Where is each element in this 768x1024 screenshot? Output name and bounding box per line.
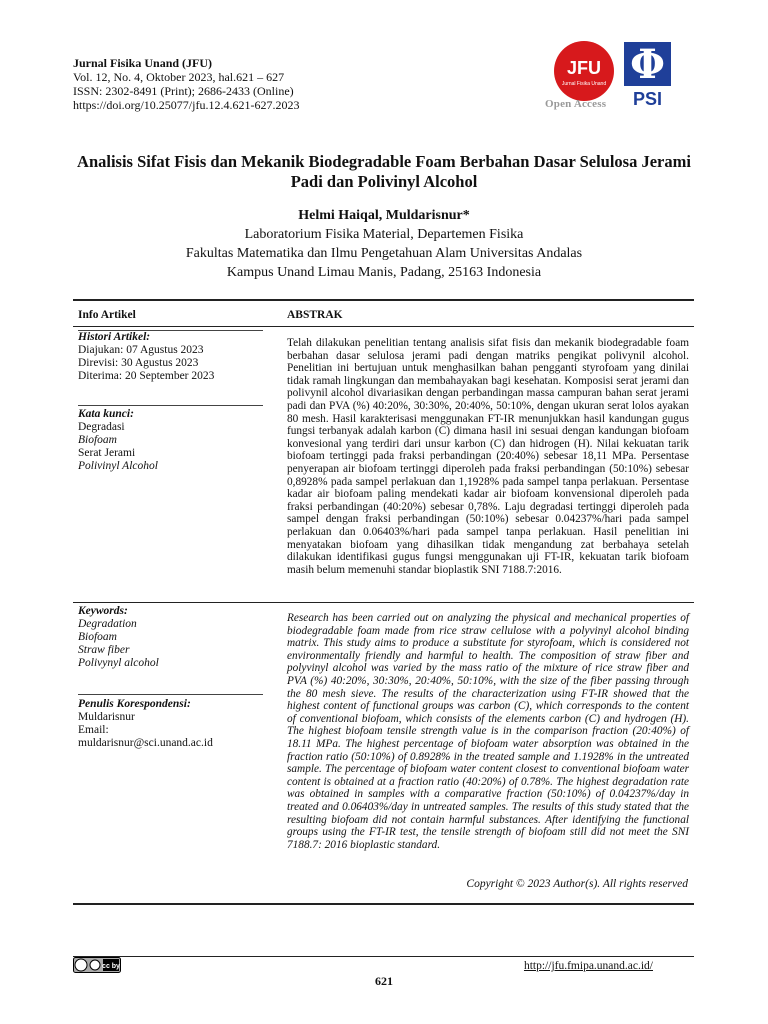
article-history (78, 331, 263, 383)
psi-phi-symbol: Φ (630, 42, 665, 88)
history-received: Diajukan: 07 Agustus 2023 (78, 344, 204, 356)
history-separator (78, 330, 263, 331)
journal-header (73, 56, 299, 112)
middle-rule (73, 602, 694, 603)
abstrak-indonesian: Telah dilakukan penelitian tentang analisis sifat fisis dan mekanik biodegradable foam berbahan dasar selulosa jerami padi dengan matriks pengikat polivynil alcohol. Penelitian ini bertujuan untuk menghasilkan bahan pengganti styrofoam yang dinilai tidak ramah lingkungan dan membahayakan bagi kesehatan. Komposisi serat jerami dan polivynil alcohol divariasikan dengan perbandingan massa campuran bahan serat jerami padi dan PVA (%) 40:20%, 30:30%, 20:40%, 50:10%, dengan ukuran serat lolos ayakan 80 mesh. Hasil karakterisasi menggunakan FT-IR menunjukkan hasil kandungan gugus fungsi terbanyak adalah karbon (C) dimana hasil ini sesuai dengan kandungan biofoam konvesional yang terdiri dari unsur karbon (C) dan hidrogen (H). Nilai kekuatan tarik biofoam tertinggi pada fraksi perbandingan (20:40%) sebesar 18,11 MPa. Persentase penyerapan air biofoam tertinggi diperoleh pada fraksi perbandingan (50:10%) sebesar 0,8928% pada sampel perlakuan dan 1,1928% pada sampel tanpa perlakuan. Persentase kadar air biofoam paling mendekati kadar air biofoam konvensional diperoleh pada fraksi perbandingan (40:20%) sebesar 0,78%. Laju degradasi tertinggi diperoleh pada sampel dengan fraksi perbandingan (50:10%) sebesar 0.04237%/hari pada sampel perlakuan dan 0.06403%/hari pada sampel tanpa perlakuan. Hasil penelitian ini menyatakan biofoam yang dihasilkan tidak mengandung zat berbahaya setelah dilakukan identifikasi gugus fungsi menggunakan uji FT-IR, kekuatan tarik biofoam masih belum memenuhi standar bioplastik SNI 7188.7:2016. (287, 337, 689, 576)
copyright-notice: Copyright © 2023 Author(s). All rights reserved (466, 878, 688, 890)
affiliation-line: Kampus Unand Limau Manis, Padang, 25163 Indonesia (226, 265, 542, 280)
affiliation-line: Laboratorium Fisika Material, Departemen Fisika (244, 227, 524, 242)
affiliation-line: Fakultas Matematika dan Ilmu Pengetahuan Alam Universitas Andalas (185, 246, 583, 261)
keyword-item: Biofoam (78, 631, 117, 643)
heading-rule (73, 326, 694, 327)
journal-url-link[interactable]: http://jfu.fmipa.unand.ac.id/ (523, 960, 653, 972)
paper-title: Analisis Sifat Fisis dan Mekanik Biodegradable Foam Berbahan Dasar Selulosa Jerami Padi dan Polivinyl Alcohol (77, 152, 691, 191)
author-block (60, 206, 708, 282)
psi-logo (624, 42, 671, 108)
keyword-item: Degradation (78, 618, 137, 630)
correspondence-heading: Penulis Korespondensi: (78, 698, 191, 710)
keyword-item: Polivynyl alcohol (78, 657, 159, 669)
correspondence-name: Muldarisnur (78, 711, 135, 723)
history-accepted: Diterima: 20 September 2023 (78, 370, 215, 382)
kata-kunci-block (78, 408, 263, 473)
keyword-item: Straw fiber (78, 644, 130, 656)
history-heading: Histori Artikel: (78, 331, 151, 343)
journal-name: Jurnal Fisika Unand (JFU) (73, 56, 213, 70)
jfu-logo (553, 40, 615, 102)
abstrak-heading: ABSTRAK (287, 309, 343, 321)
jfu-logo-text: JFU (566, 58, 602, 78)
correspondence-separator (78, 694, 263, 695)
open-access-label: Open Access (545, 98, 607, 110)
journal-doi[interactable]: https://doi.org/10.25077/jfu.12.4.621-627.2023 (73, 98, 300, 112)
page-number: 621 (375, 974, 393, 988)
kata-kunci-item: Polivinyl Alcohol (78, 460, 158, 472)
correspondence-email-label: Email: (78, 724, 109, 736)
correspondence-email[interactable]: muldarisnur@sci.unand.ac.id (78, 737, 213, 749)
correspondence-block (78, 698, 263, 750)
cc-license-text: cc by (102, 963, 120, 970)
footer-rule (73, 956, 694, 957)
keywords-heading: Keywords: (78, 605, 128, 617)
keywords-block (78, 605, 263, 670)
kata-kunci-item: Biofoam (78, 434, 117, 446)
journal-issn: ISSN: 2302-8491 (Print); 2686-2433 (Online) (73, 84, 294, 98)
info-artikel-heading: Info Artikel (78, 309, 136, 321)
author-names: Helmi Haiqal, Muldarisnur* (298, 208, 470, 223)
jfu-logo-subtext: Jurnal Fisika Unand (561, 81, 607, 87)
cc-license-icon[interactable] (73, 957, 121, 973)
kata-kunci-heading: Kata kunci: (78, 408, 134, 420)
history-revised: Direvisi: 30 Agustus 2023 (78, 357, 199, 369)
top-rule (73, 299, 694, 301)
journal-volume: Vol. 12, No. 4, Oktober 2023, hal.621 – 627 (73, 70, 285, 84)
kata-kunci-item: Degradasi (78, 421, 125, 433)
abstract-english: Research has been carried out on analyzing the physical and mechanical properties of biodegradable foam made from rice straw cellulose with a polyvinyl alcohol binding matrix. This study aims to produce a substitute for styrofoam, which is considered not environmentally friendly and harmful to health. The composition of straw fiber and polyvinyl alcohol was varied by the mass ratio of the mixture of rice straw fiber and PVA (%) 40:20%, 30:30%, 20:40%, 50:10%, with the size of the fiber passing through the 80 mesh sieve. The results of the characterization using FT-IR showed that the highest content of functional groups was carbon (C), which corresponds to the content of conventional biofoam, which consists of the elements carbon (C) and hydrogen (H). The highest biofoam tensile strength value is in the comparison fraction (20:40%) of 18.11 MPa. The highest percentage of biofoam water absorption was obtained in the fraction ratio (50:10%) of 0.8928% in the treated sample and 1.1928% in the untreated sample. The percentage of biofoam water content closest to conventional biofoam water content is obtained at a fraction ratio (40:20%) of 0.78%. The highest degradation rate was obtained in samples with a comparative fraction (50:10%) of 0.04237%/day in treated and 0.06403%/day in untreated samples. The results of this study stated that the resulting biofoam did not contain harmful substances. After identifying the functional groups using the FT-IR test, the tensile strength of biofoam still did not meet the SNI 7188.7: 2016 bioplastic standard. (287, 612, 689, 851)
psi-logo-text: PSI (632, 89, 663, 108)
kata-kunci-separator (78, 405, 263, 406)
bottom-rule (73, 903, 694, 905)
kata-kunci-item: Serat Jerami (78, 447, 136, 459)
